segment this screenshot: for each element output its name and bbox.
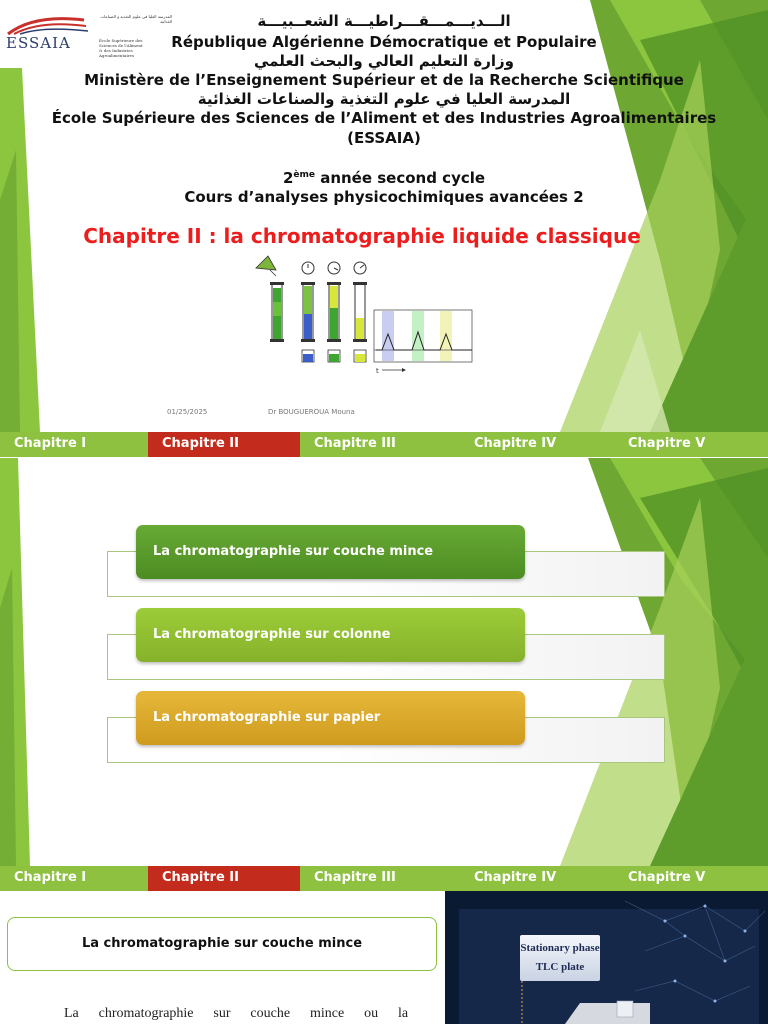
ministry-arabic: وزارة التعليم العالي والبحث العلمي <box>253 52 515 70</box>
ministry-french: Ministère de l’Enseignement Supérieur et de la Recherche Scientifique <box>84 71 684 89</box>
nav-chapter-4[interactable]: Chapitre IV <box>474 870 557 885</box>
column-1 <box>270 282 284 342</box>
footer-date: 01/25/2025 <box>167 408 208 416</box>
column-2 <box>301 262 315 362</box>
menu-button-paper[interactable]: La chromatographie sur papier <box>136 691 525 745</box>
column-3 <box>327 262 341 362</box>
column-4 <box>353 262 367 362</box>
funnel-icon <box>256 256 276 270</box>
school-abbreviation: (ESSAIA) <box>347 129 421 147</box>
chromatography-column-figure <box>248 254 476 376</box>
section-title: La chromatographie sur couche mince <box>7 917 437 971</box>
menu-button-tlc[interactable]: La chromatographie sur couche mince <box>136 525 525 579</box>
footer-author: Dr BOUGUEROUA Mouna <box>268 408 355 416</box>
body-word: chromatographie <box>98 1006 194 1021</box>
body-paragraph <box>64 1006 408 1022</box>
network-background <box>445 891 768 1024</box>
republic-french: République Algérienne Démocratique et Populaire <box>171 33 597 51</box>
year-line <box>0 169 768 187</box>
tlc-illustration <box>445 891 768 1024</box>
nav-chapter-5[interactable]: Chapitre V <box>628 436 706 451</box>
body-word: la <box>397 1006 409 1021</box>
nav-chapter-2[interactable]: Chapitre II <box>148 866 300 891</box>
school-arabic: المدرسة العليا في علوم التغذية والصناعات الغذائية <box>197 90 571 108</box>
nav-chapter-1[interactable]: Chapitre I <box>14 436 87 451</box>
nav-chapter-2[interactable]: Chapitre II <box>148 432 300 457</box>
chromatogram <box>374 310 472 375</box>
republic-arabic: الـــديـــمـــقـــراطيـــة الشعــبيـــة <box>257 12 511 30</box>
label-line-2: TLC plate <box>535 961 585 973</box>
label-line-1: Stationary phase <box>520 942 600 954</box>
tlc-slide <box>0 891 768 1024</box>
nav-chapter-3[interactable]: Chapitre III <box>314 870 396 885</box>
logo-name: ESSAIA <box>6 34 71 52</box>
nav-chapter-3[interactable]: Chapitre III <box>314 436 396 451</box>
stationary-phase-label <box>520 935 600 981</box>
title-slide <box>0 0 768 432</box>
body-word: ou <box>364 1006 379 1021</box>
school-french: École Supérieure des Sciences de l’Aliment et des Industries Agroalimentaires <box>51 109 717 127</box>
year-text: année second cycle <box>314 169 486 187</box>
chapter-title: Chapitre II : la chromatographie liquide classique <box>83 224 641 248</box>
nav-chapter-5[interactable]: Chapitre V <box>628 870 706 885</box>
logo-arabic-caption: المدرسة العليا في علوم التغذية و الصناعات الغذائية <box>100 14 172 24</box>
menu-button-column[interactable]: La chromatographie sur colonne <box>136 608 525 662</box>
logo-french-caption: École Supérieure des Sciences de l'Aliment & des Industries Agroalimentaires <box>99 38 143 58</box>
body-word: mince <box>309 1006 345 1021</box>
year-superscript: ème <box>293 170 315 180</box>
course-title: Cours d’analyses physicochimiques avancées 2 <box>184 188 584 206</box>
menu-slide <box>0 458 768 866</box>
time-axis-label: t <box>376 367 379 375</box>
body-word: couche <box>250 1006 291 1021</box>
chapter-nav-bar <box>0 866 768 891</box>
body-word: La <box>64 1006 79 1021</box>
chapter-nav-bar <box>0 432 768 457</box>
year-number: 2 <box>282 169 294 187</box>
body-word: sur <box>213 1006 231 1021</box>
nav-chapter-1[interactable]: Chapitre I <box>14 870 87 885</box>
nav-chapter-4[interactable]: Chapitre IV <box>474 436 557 451</box>
